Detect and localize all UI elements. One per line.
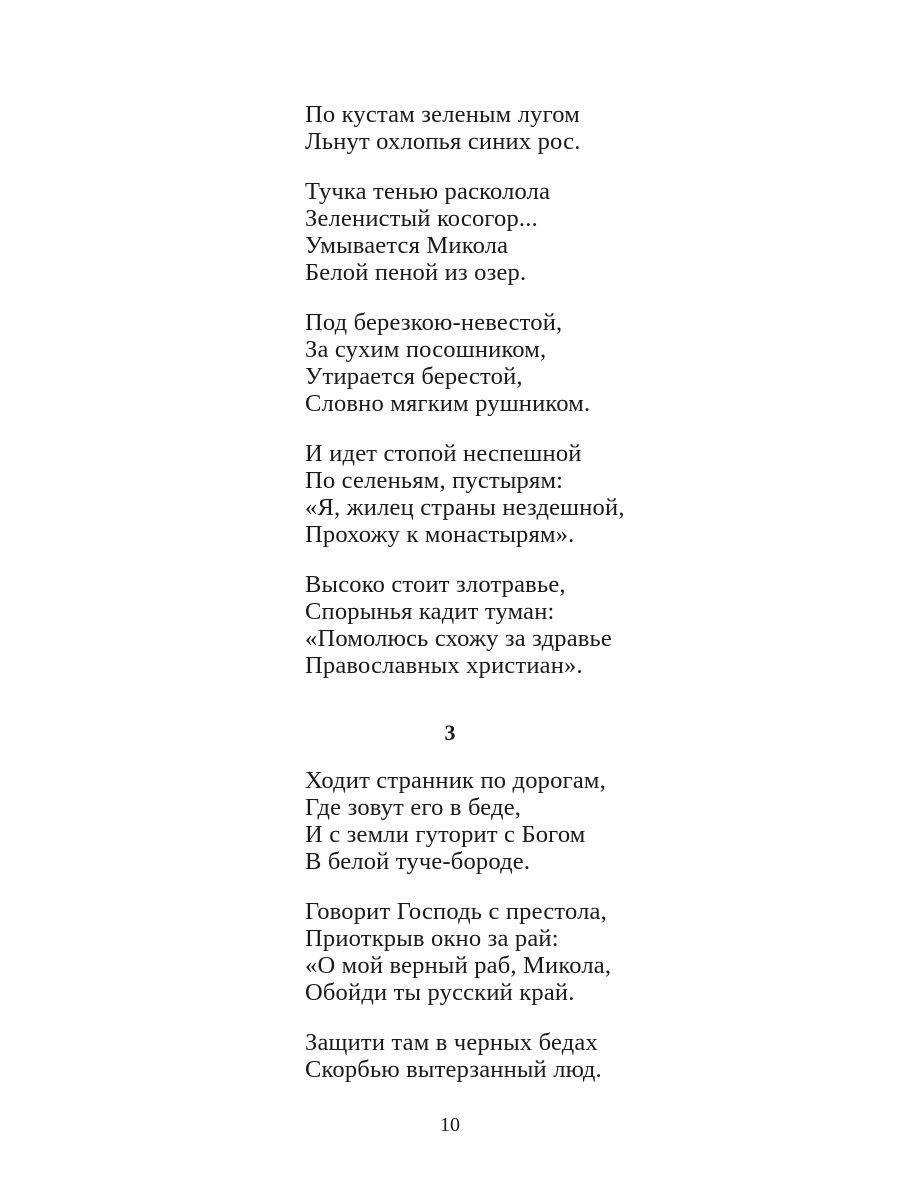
poem-line: Словно мягким рушником.: [305, 390, 591, 417]
stanza: [305, 767, 825, 875]
stanza: [305, 178, 825, 286]
poem-line: В белой туче-бороде.: [305, 848, 531, 875]
poem-line: «Помолюсь схожу за здравье: [305, 625, 612, 652]
poem-line: «О мой верный раб, Микола,: [305, 952, 612, 979]
poem-line: Скорбью вытерзанный люд.: [305, 1056, 602, 1083]
poem-line: Под березкою-невестой,: [305, 309, 563, 336]
poem-line: По селеньям, пустырям:: [305, 467, 564, 494]
poem-line: Приоткрыв окно за рай:: [305, 925, 559, 952]
poem-line: Ходит странник по дорогам,: [305, 767, 606, 794]
poem-line: За сухим посошником,: [305, 336, 547, 363]
poem-block-top: [305, 101, 825, 679]
stanza: [305, 1029, 825, 1083]
poem-line: И с земли гуторит с Богом: [305, 821, 586, 848]
poem-line: Защити там в черных бедах: [305, 1029, 598, 1056]
poem-line: Православных христиан».: [305, 652, 583, 679]
poem-line: Где зовут его в беде,: [305, 794, 522, 821]
stanza: [305, 309, 825, 417]
poem-line: Прохожу к монастырям».: [305, 521, 575, 548]
section-number: 3: [444, 720, 456, 745]
stanza: [305, 101, 825, 155]
stanza: [305, 898, 825, 1006]
poem-line: И идет стопой неспешной: [305, 440, 582, 467]
poem-line: Высоко стоит злотравье,: [305, 571, 566, 598]
stanza: [305, 440, 825, 548]
poem-line: Зеленистый косогор...: [305, 205, 538, 232]
stanza: [305, 571, 825, 679]
poem-line: Белой пеной из озер.: [305, 259, 527, 286]
poem-line: Утирается берестой,: [305, 363, 523, 390]
poem-line: Тучка тенью расколола: [305, 178, 551, 205]
poem-line: «Я, жилец страны нездешной,: [305, 494, 625, 521]
poem-line: Обойди ты русский край.: [305, 979, 575, 1006]
poem-block-bottom: [305, 767, 825, 1083]
page-number: 10: [440, 1114, 460, 1136]
poem-line: Умывается Микола: [305, 232, 509, 259]
poem-line: Льнут охлопья синих рос.: [305, 128, 581, 155]
poem-line: По кустам зеленым лугом: [305, 101, 580, 128]
poem-line: Спорынья кадит туман:: [305, 598, 555, 625]
poem-line: Говорит Господь с престола,: [305, 898, 607, 925]
